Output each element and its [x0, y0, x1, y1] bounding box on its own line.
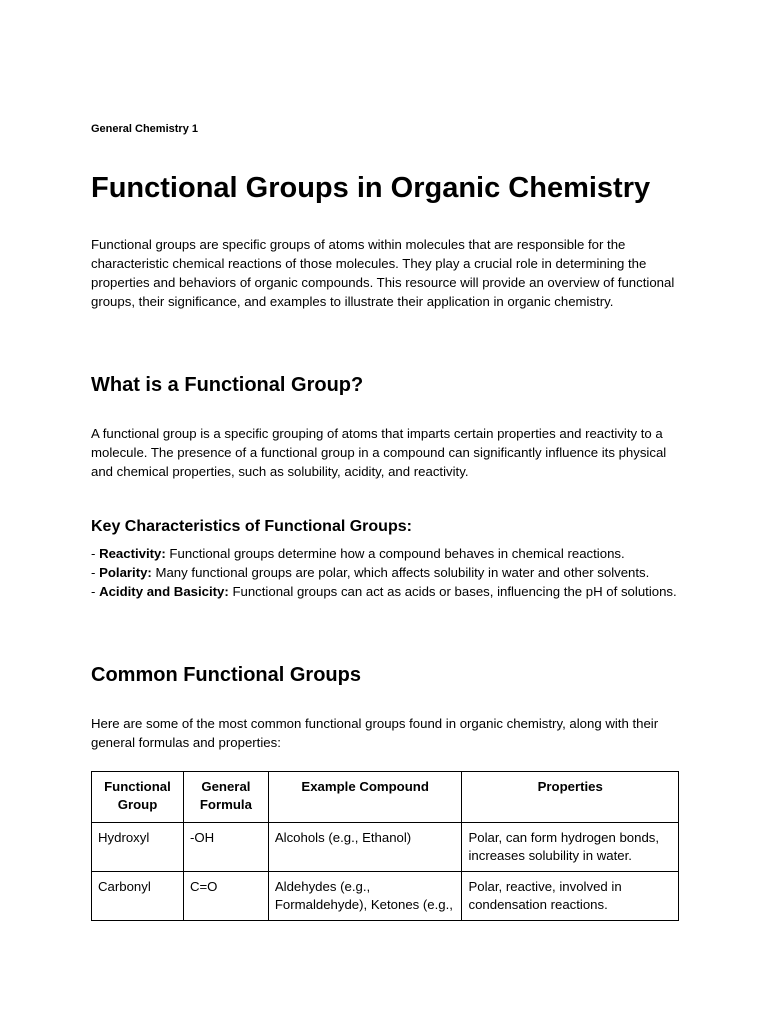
definition-paragraph: A functional group is a specific grouping of atoms that imparts certain properties and reactivity to a molecule. The presence of a functional group in a compound can significantly influence its physical and chemical properties, such as solubility, acidity, and reactivity. [91, 426, 667, 479]
bullet-prefix: - [91, 565, 100, 580]
characteristic-item [91, 563, 683, 582]
intro-paragraph: Functional groups are specific groups of atoms within molecules that are responsible for the characteristic chemical reactions of those molecules. They play a crucial role in determining the properties and behaviors of organic compounds. This resource will provide an overview of functional groups, their significance, and examples to illustrate their application in organic chemistry. [91, 237, 675, 309]
table-cell [462, 872, 679, 921]
characteristic-term: Reactivity: [99, 546, 166, 561]
bullet-prefix: - [91, 584, 100, 599]
characteristic-text: Functional groups determine how a compound behaves in chemical reactions. [165, 546, 625, 561]
table-cell-text: Aldehydes (e.g., Formaldehyde), Ketones (e.g., [274, 879, 453, 912]
table-cell-text: C=O [189, 879, 218, 894]
characteristic-text: Many functional groups are polar, which affects solubility in water and other solvents. [151, 565, 650, 580]
bullet-prefix: - [91, 546, 100, 561]
what-is-heading: What is a Functional Group? [91, 374, 364, 396]
common-groups-heading: Common Functional Groups [91, 664, 361, 686]
table-header-cell: Functional Group [92, 772, 184, 823]
table-header-cell: Properties [462, 772, 679, 823]
table-cell [183, 872, 268, 921]
table-cell: Hydroxyl [92, 823, 184, 872]
table-row [92, 872, 679, 921]
table-cell: Alcohols (e.g., Ethanol) [268, 823, 462, 872]
characteristic-term: Acidity and Basicity: [99, 584, 229, 599]
characteristics-list [91, 544, 683, 601]
table-cell: Polar, can form hydrogen bonds, increases solubility in water. [462, 823, 679, 872]
course-header: General Chemistry 1 [91, 123, 198, 135]
table-header-cell: General Formula [183, 772, 268, 823]
table-cell [92, 872, 184, 921]
table-row [92, 823, 679, 872]
characteristics-heading: Key Characteristics of Functional Groups: [91, 518, 412, 535]
table-cell-text: Polar, reactive, involved in condensation reactions. [468, 879, 622, 912]
page-title: Functional Groups in Organic Chemistry [91, 172, 651, 204]
table-cell-text: Carbonyl [98, 879, 151, 894]
functional-groups-table [91, 771, 679, 921]
characteristic-term: Polarity: [99, 565, 152, 580]
table-header-row [92, 772, 679, 823]
table-cell [268, 872, 462, 921]
characteristic-item [91, 544, 683, 563]
characteristic-text: Functional groups can act as acids or bases, influencing the pH of solutions. [228, 584, 677, 599]
table-cell: -OH [183, 823, 268, 872]
table-header-cell: Example Compound [268, 772, 462, 823]
characteristic-item [91, 582, 683, 601]
common-groups-intro: Here are some of the most common functional groups found in organic chemistry, along with their general formulas and properties: [91, 716, 659, 750]
